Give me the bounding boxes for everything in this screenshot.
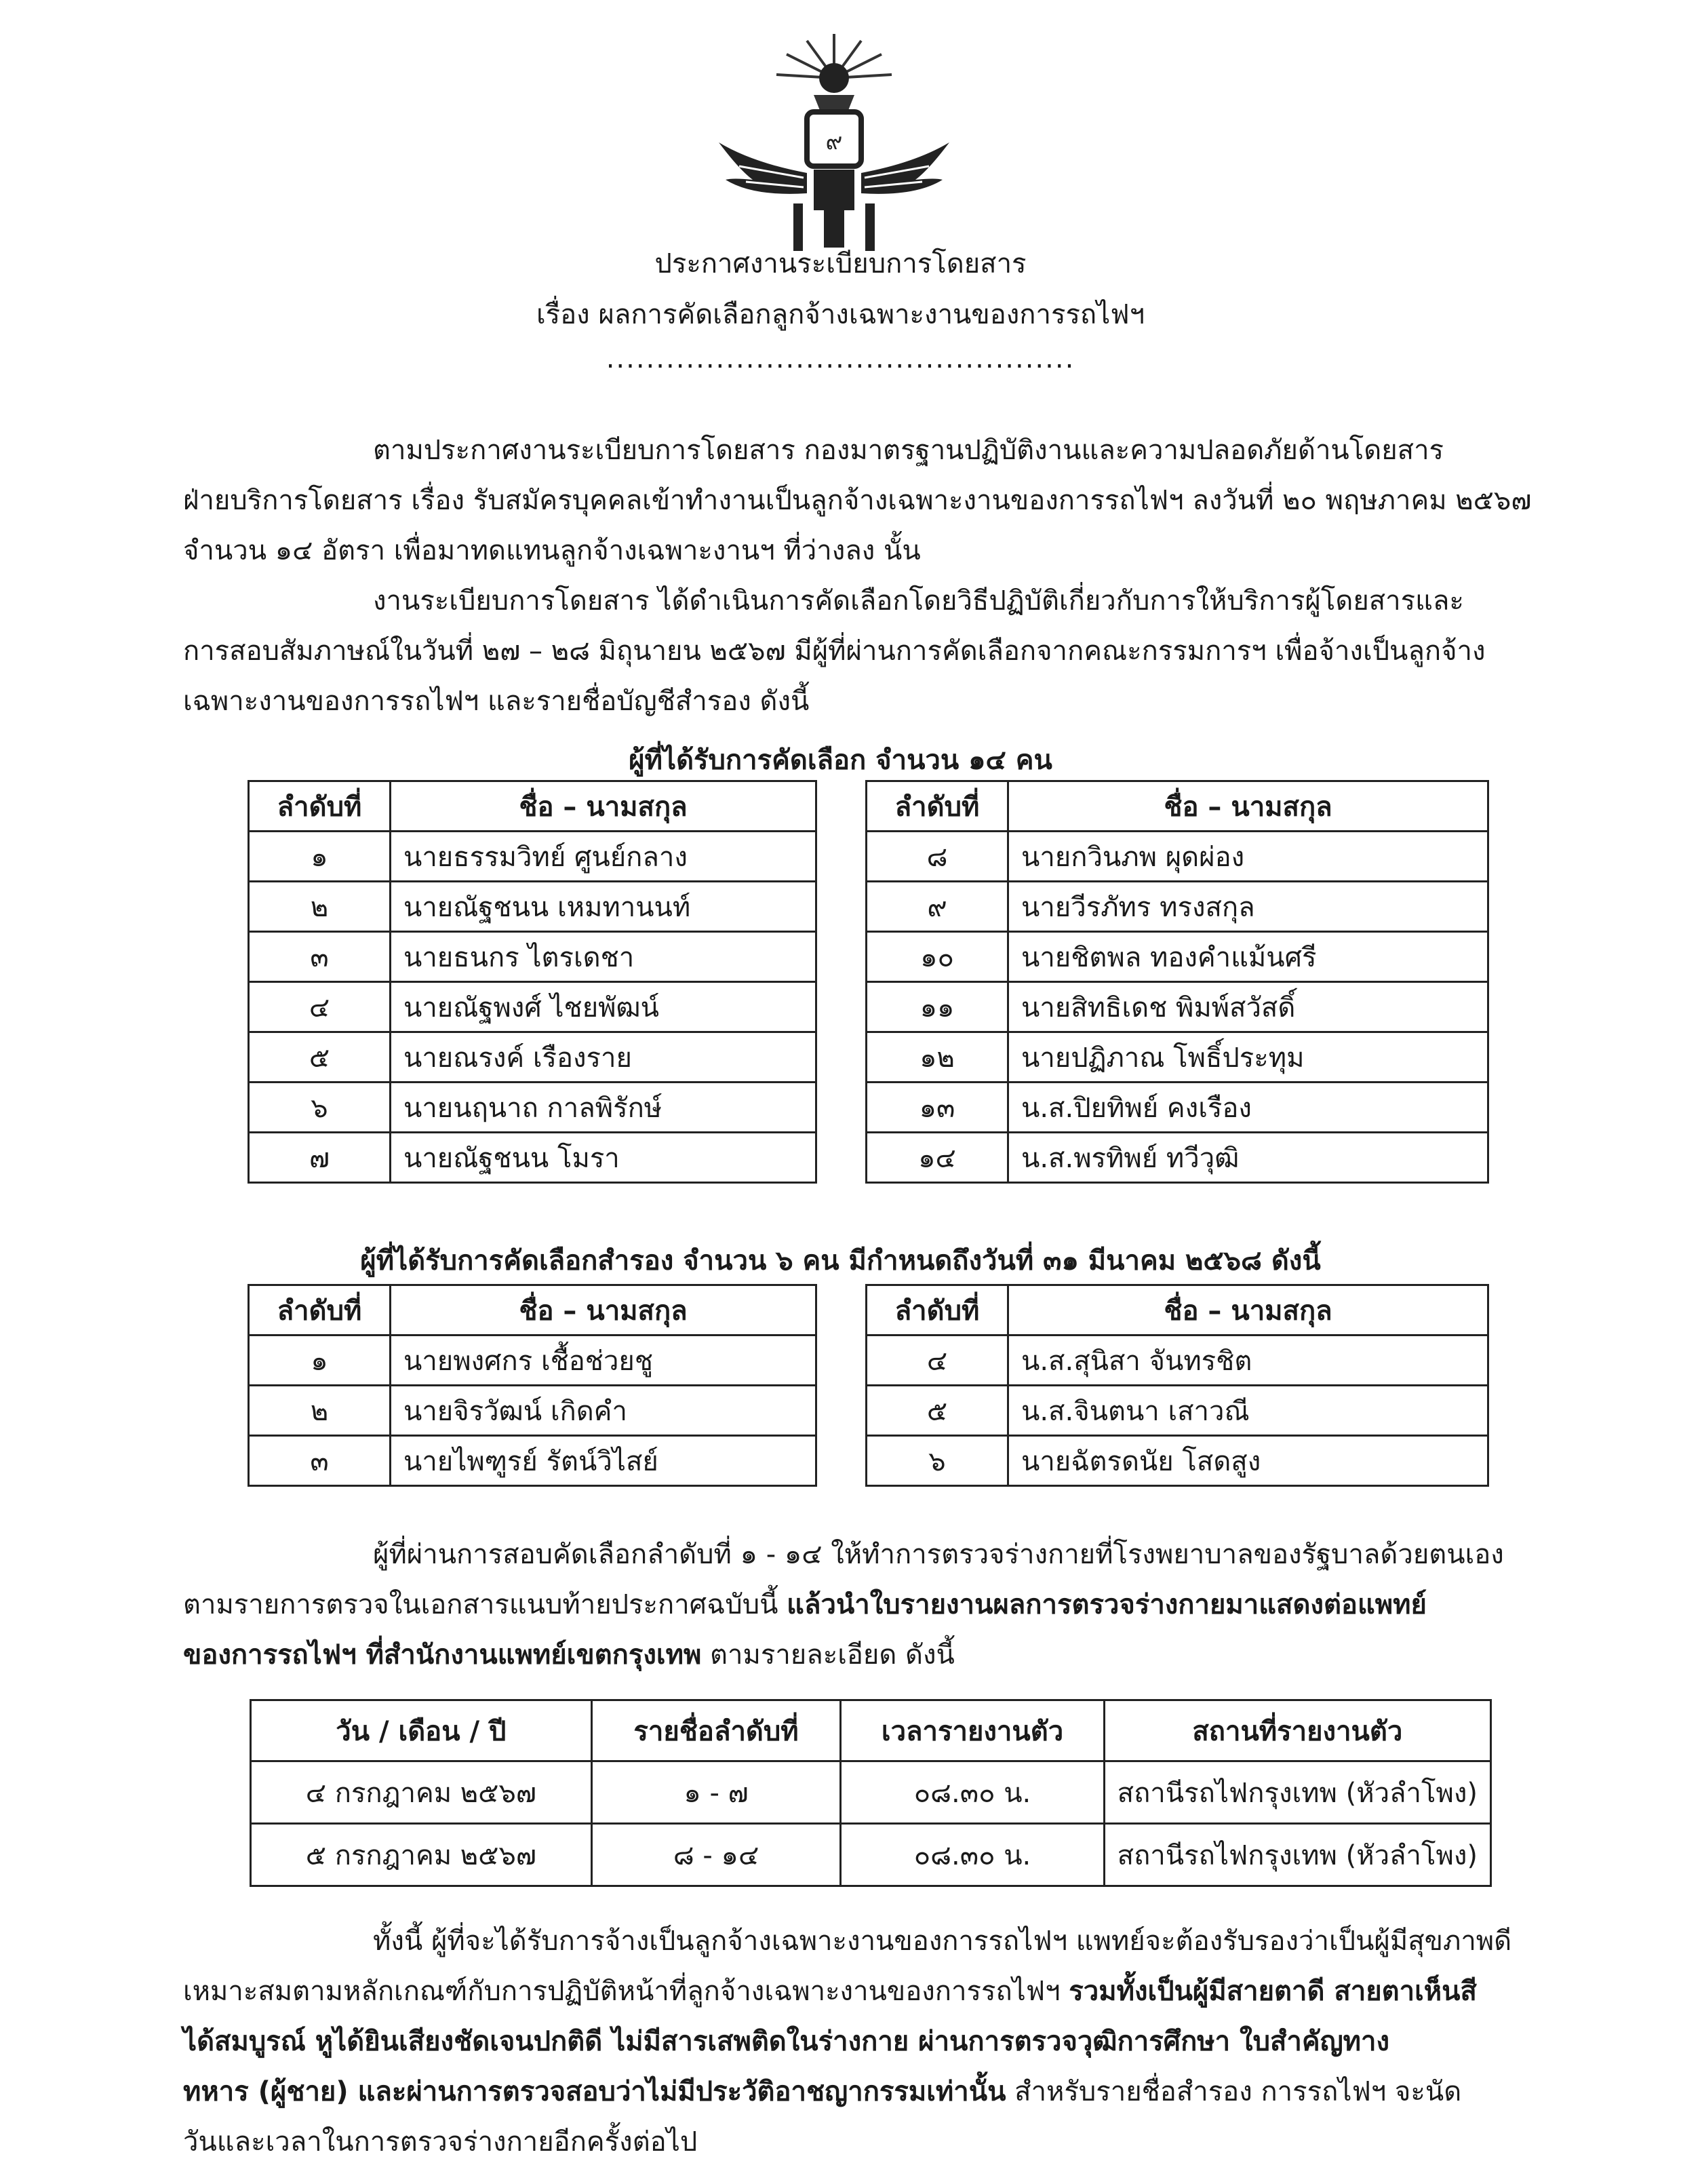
- closing-line-5: วันและเวลาในการตรวจร่างกายอีกครั้งต่อไป: [183, 2126, 698, 2158]
- table-row: [251, 1824, 1491, 1886]
- row-no: ๕: [249, 1032, 391, 1083]
- row-name: นายณัฐชนน โมรา: [391, 1133, 816, 1183]
- table-row: [249, 932, 816, 982]
- intro-p2-line-3: เฉพาะงานของการรถไฟฯ และรายชื่อบัญชีสำรอง ดังนี้: [183, 686, 810, 717]
- table-row: [249, 1083, 816, 1133]
- row-name: นายวีรภัทร ทรงสกุล: [1008, 882, 1488, 932]
- closing-line-4: [183, 2067, 1607, 2117]
- row-no: ๖: [249, 1083, 391, 1133]
- schedule-place: สถานีรถไฟกรุงเทพ (หัวลำโพง): [1104, 1824, 1490, 1886]
- closing-line-4-normal: สำหรับรายชื่อสำรอง การรถไฟฯ จะนัด: [1006, 2076, 1462, 2107]
- row-no: ๑๐: [867, 932, 1008, 982]
- row-no: ๕: [867, 1386, 1008, 1436]
- row-name: น.ส.สุนิสา จันทรชิต: [1008, 1335, 1488, 1386]
- selected-table-left: [248, 780, 817, 1184]
- row-no: ๘: [867, 832, 1008, 882]
- row-name: นายณัฐพงศ์ ไชยพัฒน์: [391, 982, 816, 1032]
- schedule-time: ๐๘.๓๐ น.: [841, 1824, 1104, 1886]
- row-no: ๑๑: [867, 982, 1008, 1032]
- table-row: [249, 1436, 816, 1486]
- intro-p1-line-2: ฝ่ายบริการโดยสาร เรื่อง รับสมัครบุคคลเข้าทำงานเป็นลูกจ้างเฉพาะงานของการรถไฟฯ ลงวันที่ ๒๐ พฤษภาคม ๒๕๖๗: [183, 485, 1532, 516]
- closing-line-4-bold: ทหาร (ผู้ชาย) และผ่านการตรวจสอบว่าไม่มีประวัติอาชญากรรมเท่านั้น: [183, 2076, 1006, 2107]
- table-row: [251, 1761, 1491, 1824]
- medical-line-2: [183, 1580, 1607, 1630]
- medical-line-2-normal: ตามรายการตรวจในเอกสารแนบท้ายประกาศฉบับนี้: [183, 1589, 787, 1620]
- table-row: [867, 1436, 1488, 1486]
- reserve-table-right: [865, 1284, 1489, 1487]
- medical-line-1: ผู้ที่ผ่านการสอบคัดเลือกลำดับที่ ๑ - ๑๔ ให้ทำการตรวจร่างกายที่โรงพยาบาลของรัฐบาลด้วยตนเอง: [373, 1539, 1504, 1570]
- row-no: ๒: [249, 1386, 391, 1436]
- schedule-date: ๕ กรกฎาคม ๒๕๖๗: [251, 1824, 592, 1886]
- col-header-no: ลำดับที่: [867, 1285, 1008, 1335]
- row-no: ๑: [249, 1335, 391, 1386]
- closing-paragraph: [183, 1916, 1607, 2167]
- table-row: [867, 882, 1488, 932]
- announcement-subject: เรื่อง ผลการคัดเลือกลูกจ้างเฉพาะงานของการรถไฟฯ: [536, 299, 1145, 330]
- row-no: ๔: [249, 982, 391, 1032]
- row-no: ๑๓: [867, 1083, 1008, 1133]
- schedule-header-place: สถานที่รายงานตัว: [1104, 1700, 1490, 1761]
- table-row: [867, 1386, 1488, 1436]
- row-no: ๖: [867, 1436, 1008, 1486]
- col-header-name: ชื่อ – นามสกุล: [391, 1285, 816, 1335]
- table-row: [249, 1335, 816, 1386]
- row-no: ๑: [249, 832, 391, 882]
- table-row: [867, 832, 1488, 882]
- table-row: [249, 1032, 816, 1083]
- row-name: นายธนกร ไตรเดชา: [391, 932, 816, 982]
- row-name: นายปฏิภาณ โพธิ์ประทุม: [1008, 1032, 1488, 1083]
- closing-line-2-normal: เหมาะสมตามหลักเกณฑ์กับการปฏิบัติหน้าที่ลูกจ้างเฉพาะงานของการรถไฟฯ: [183, 1976, 1069, 2007]
- table-row: [867, 1083, 1488, 1133]
- reserve-heading: ผู้ที่ได้รับการคัดเลือกสำรอง จำนวน ๖ คน มีกำหนดถึงวันที่ ๓๑ มีนาคม ๒๕๖๘ ดังนี้: [360, 1245, 1321, 1276]
- col-header-no: ลำดับที่: [249, 781, 391, 832]
- medical-line-3-normal: ตามรายละเอียด ดังนี้: [701, 1639, 955, 1671]
- intro-paragraph-1: [183, 425, 1607, 576]
- table-row: [867, 1335, 1488, 1386]
- intro-p2-line-2: การสอบสัมภาษณ์ในวันที่ ๒๗ – ๒๘ มิถุนายน ๒๕๖๗ มีผู้ที่ผ่านการคัดเลือกจากคณะกรรมการฯ เพื่อจ้างเป็นลูกจ้าง: [183, 636, 1486, 667]
- svg-text:๙: ๙: [825, 128, 843, 155]
- row-name: นายจิรวัฒน์ เกิดคำ: [391, 1386, 816, 1436]
- closing-line-2-bold: รวมทั้งเป็นผู้มีสายตาดี สายตาเห็นสี: [1069, 1976, 1477, 2007]
- row-name: นายกวินภพ ผุดผ่อง: [1008, 832, 1488, 882]
- row-no: ๓: [249, 1436, 391, 1486]
- row-name: นายธรรมวิทย์ ศูนย์กลาง: [391, 832, 816, 882]
- row-name: นายชิตพล ทองคำแม้นศรี: [1008, 932, 1488, 982]
- selected-table-right: [865, 780, 1489, 1184]
- table-row: [867, 1032, 1488, 1083]
- table-row: [249, 982, 816, 1032]
- row-name: นายฉัตรดนัย โสดสูง: [1008, 1436, 1488, 1486]
- intro-p2-line-1: งานระเบียบการโดยสาร ได้ดำเนินการคัดเลือกโดยวิธีปฏิบัติเกี่ยวกับการให้บริการผู้โดยสารและ: [373, 585, 1464, 617]
- table-row: [867, 932, 1488, 982]
- row-no: ๙: [867, 882, 1008, 932]
- table-row: [249, 1386, 816, 1436]
- closing-line-2: [183, 1966, 1607, 2016]
- reserve-table-left: [248, 1284, 817, 1487]
- row-name: น.ส.ปิยทิพย์ คงเรือง: [1008, 1083, 1488, 1133]
- table-row: [249, 832, 816, 882]
- selected-heading: ผู้ที่ได้รับการคัดเลือก จำนวน ๑๔ คน: [629, 745, 1052, 776]
- row-no: ๔: [867, 1335, 1008, 1386]
- row-name: น.ส.จินตนา เสาวณี: [1008, 1386, 1488, 1436]
- intro-p1-line-3: จำนวน ๑๔ อัตรา เพื่อมาทดแทนลูกจ้างเฉพาะงานฯ ที่ว่างลง นั้น: [183, 535, 921, 566]
- row-name: นายพงศกร เชื้อช่วยชู: [391, 1335, 816, 1386]
- row-no: ๒: [249, 882, 391, 932]
- row-no: ๗: [249, 1133, 391, 1183]
- row-no: ๑๔: [867, 1133, 1008, 1183]
- schedule-place: สถานีรถไฟกรุงเทพ (หัวลำโพง): [1104, 1761, 1490, 1824]
- announcement-title: ประกาศงานระเบียบการโดยสาร: [654, 248, 1027, 279]
- intro-p1-line-1: ตามประกาศงานระเบียบการโดยสาร กองมาตรฐานปฏิบัติงานและความปลอดภัยด้านโดยสาร: [373, 435, 1444, 466]
- medical-line-2-bold: แล้วนำใบรายงานผลการตรวจร่างกายมาแสดงต่อแพทย์: [787, 1589, 1427, 1620]
- row-name: นายนฤนาถ กาลพิรักษ์: [391, 1083, 816, 1133]
- schedule-header-range: รายชื่อลำดับที่: [591, 1700, 841, 1761]
- schedule-range: ๑ - ๗: [591, 1761, 841, 1824]
- col-header-no: ลำดับที่: [867, 781, 1008, 832]
- table-row: [867, 982, 1488, 1032]
- row-name: นายสิทธิเดช พิมพ์สวัสดิ์: [1008, 982, 1488, 1032]
- col-header-name: ชื่อ – นามสกุล: [391, 781, 816, 832]
- row-no: ๑๒: [867, 1032, 1008, 1083]
- table-row: [249, 1133, 816, 1183]
- title-divider: ...............................................: [606, 343, 1075, 374]
- col-header-name: ชื่อ – นามสกุล: [1008, 1285, 1488, 1335]
- medical-line-3-bold: ของการรถไฟฯ ที่สำนักงานแพทย์เขตกรุงเทพ: [183, 1639, 702, 1671]
- row-name: นายไพฑูรย์ รัตน์วิไสย์: [391, 1436, 816, 1486]
- medical-line-3: [183, 1630, 1607, 1680]
- schedule-table: [250, 1699, 1492, 1887]
- table-row: [867, 1133, 1488, 1183]
- schedule-range: ๘ - ๑๔: [591, 1824, 841, 1886]
- medical-paragraph: [183, 1529, 1607, 1680]
- col-header-name: ชื่อ – นามสกุล: [1008, 781, 1488, 832]
- closing-line-1: ทั้งนี้ ผู้ที่จะได้รับการจ้างเป็นลูกจ้างเฉพาะงานของการรถไฟฯ แพทย์จะต้องรับรองว่าเป็นผู้มีสุขภาพดี: [373, 1926, 1512, 1957]
- railway-emblem-icon: [712, 27, 956, 258]
- row-no: ๓: [249, 932, 391, 982]
- row-name: นายณัฐชนน เหมทานนท์: [391, 882, 816, 932]
- schedule-header-date: วัน / เดือน / ปี: [251, 1700, 592, 1761]
- railway-emblem: [712, 27, 956, 258]
- schedule-date: ๔ กรกฎาคม ๒๕๖๗: [251, 1761, 592, 1824]
- schedule-header-time: เวลารายงานตัว: [841, 1700, 1104, 1761]
- col-header-no: ลำดับที่: [249, 1285, 391, 1335]
- schedule-time: ๐๘.๓๐ น.: [841, 1761, 1104, 1824]
- closing-line-3: ได้สมบูรณ์ หูได้ยินเสียงชัดเจนปกติดี ไม่มีสารเสพติดในร่างกาย ผ่านการตรวจวุฒิการศึกษา ใบสำคัญทาง: [183, 2026, 1390, 2057]
- row-name: นายณรงค์ เรืองราย: [391, 1032, 816, 1083]
- intro-paragraph-2: [183, 576, 1607, 726]
- row-name: น.ส.พรทิพย์ ทวีวุฒิ: [1008, 1133, 1488, 1183]
- table-row: [249, 882, 816, 932]
